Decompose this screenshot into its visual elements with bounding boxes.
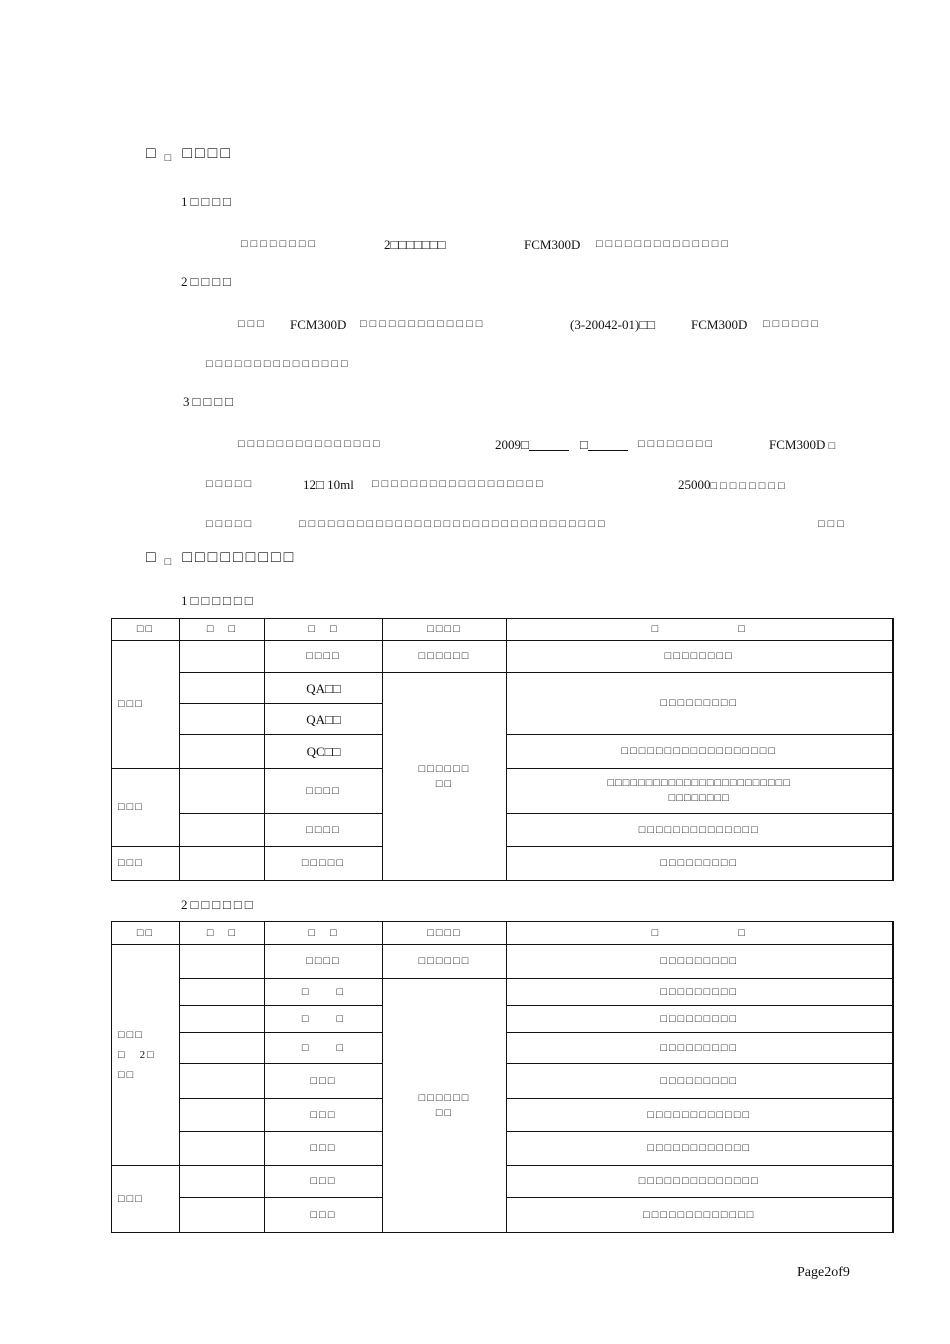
position-cell: QA□□ — [265, 673, 383, 704]
duty-cell: □□□□□□□□□ — [507, 1033, 893, 1064]
sub-3-line-2: □□□□□ 12□ 10ml □□□□□□□□□□□□□□□□□□ 25000□□□□□□□□ — [206, 477, 788, 492]
blank-field[interactable] — [529, 438, 569, 451]
position-cell: □□□ — [265, 1132, 383, 1166]
name-cell[interactable] — [180, 1099, 265, 1132]
section-2-heading — [146, 549, 296, 567]
duty-cell: □□□□□□□□□ — [507, 1006, 893, 1033]
name-cell[interactable] — [180, 1033, 265, 1064]
section-1-title: □□□□ — [182, 145, 233, 162]
group-cell: □□□ — [112, 847, 180, 881]
position-cell: □□□□□ — [265, 847, 383, 881]
header-cell: □□ — [112, 922, 180, 945]
header-cell: □ □ — [507, 619, 893, 641]
position-cell: □ □ — [265, 1033, 383, 1064]
header-cell: □□ — [112, 619, 180, 641]
sub-1-line: □□□□□□□□ 2□□□□□□□ FCM300D □□□□□□□□□□□□□□ — [241, 237, 732, 252]
section-2-title: □□□□□□□□□ — [182, 549, 297, 566]
header-cell: □ □ — [180, 922, 265, 945]
position-cell: □ □ — [265, 979, 383, 1006]
sub-2-line-1: □□□ FCM300D □□□□□□□□□□□□□ (3-20042-01)□□ FCM300D □□□□□□ — [238, 317, 821, 332]
name-cell[interactable] — [180, 1132, 265, 1166]
position-cell: □□□□ — [265, 769, 383, 814]
name-cell[interactable] — [180, 847, 265, 881]
duty-cell: □□□□□□□□□□□□ — [507, 1099, 893, 1132]
blank-field[interactable] — [588, 438, 628, 451]
position-cell: □□□ — [265, 1198, 383, 1233]
duty-cell: □□□□□□□□□□□□□ — [507, 1198, 893, 1233]
sub-2-heading: 2□□□□ — [181, 274, 234, 289]
position-cell: QC□□ — [265, 735, 383, 769]
group-cell: □□□ □ 2□ □□ — [112, 945, 180, 1166]
name-cell[interactable] — [180, 769, 265, 814]
duty-cell: □□□□□□□□□ — [507, 1064, 893, 1099]
duty-cell: □□□□□□□□□□□□□□□□□□ — [507, 735, 893, 769]
position-cell: □□□□ — [265, 945, 383, 979]
table-row — [112, 673, 893, 704]
method-cell: □□□□□□ — [383, 945, 507, 979]
sub-3-line-3: □□□□□ □□□□□□□□□□□□□□□□□□□□□□□□□□□□□□□□ □□□ — [206, 518, 847, 530]
name-cell[interactable] — [180, 641, 265, 673]
name-cell[interactable] — [180, 1198, 265, 1233]
name-cell[interactable] — [180, 945, 265, 979]
name-cell[interactable] — [180, 704, 265, 735]
group-cell: □□□ — [112, 1166, 180, 1233]
position-cell: □ □ — [265, 1006, 383, 1033]
duty-cell: □□□□□□□□ — [507, 641, 893, 673]
name-cell[interactable] — [180, 1166, 265, 1198]
table-1-label: 1□□□□□□ — [181, 593, 256, 608]
position-cell: □□□□ — [265, 641, 383, 673]
sub-2-line-2: □□□□□□□□□□□□□□□ — [206, 358, 351, 370]
section-2-mark: □ — [164, 556, 175, 568]
header-cell: □ □ — [180, 619, 265, 641]
name-cell[interactable] — [180, 673, 265, 704]
table-2-label: 2□□□□□□ — [181, 897, 256, 912]
method-cell: □□□□□□ □□ — [383, 979, 507, 1233]
section-1-heading — [146, 145, 233, 163]
duty-cell: □□□□□□□□□ — [507, 847, 893, 881]
sub-3-heading: 3□□□□ — [183, 394, 236, 409]
duty-cell: □□□□□□□□□ — [507, 673, 893, 735]
duty-cell: □□□□□□□□□□□□□□□□□□□□□□□□ □□□□□□□□ — [507, 769, 893, 814]
position-cell: QA□□ — [265, 704, 383, 735]
duty-cell: □□□□□□□□□ — [507, 945, 893, 979]
header-cell: □ □ — [507, 922, 893, 945]
header-cell: □ □ — [265, 922, 383, 945]
duty-cell: □□□□□□□□□ — [507, 979, 893, 1006]
duty-cell: □□□□□□□□□□□□□□ — [507, 1166, 893, 1198]
position-cell: □□□ — [265, 1166, 383, 1198]
name-cell[interactable] — [180, 979, 265, 1006]
position-cell: □□□ — [265, 1064, 383, 1099]
table-header-row — [112, 619, 893, 641]
duty-cell: □□□□□□□□□□□□□□ — [507, 814, 893, 847]
name-cell[interactable] — [180, 814, 265, 847]
group-cell: □□□ — [112, 769, 180, 847]
table-row — [112, 945, 893, 979]
header-cell: □ □ — [265, 619, 383, 641]
sub-3-line-1: □□□□□□□□□□□□□□□ 2009□ □ □□□□□□□□ FCM300D □ — [238, 437, 836, 452]
table-2 — [111, 921, 894, 1233]
table-1 — [111, 618, 894, 881]
position-cell: □□□□ — [265, 814, 383, 847]
header-cell: □□□□ — [383, 619, 507, 641]
group-cell: □□□ — [112, 641, 180, 769]
method-cell: □□□□□□ □□ — [383, 673, 507, 881]
sub-1-heading: 1□□□□ — [181, 194, 234, 209]
name-cell[interactable] — [180, 1064, 265, 1099]
name-cell[interactable] — [180, 735, 265, 769]
section-2-number: □ — [146, 549, 159, 566]
section-1-mark: □ — [164, 152, 175, 164]
duty-cell: □□□□□□□□□□□□ — [507, 1132, 893, 1166]
name-cell[interactable] — [180, 1006, 265, 1033]
table-row — [112, 979, 893, 1006]
method-cell: □□□□□□ — [383, 641, 507, 673]
position-cell: □□□ — [265, 1099, 383, 1132]
table-header-row — [112, 922, 893, 945]
section-1-number: □ — [146, 145, 159, 162]
header-cell: □□□□ — [383, 922, 507, 945]
table-row — [112, 641, 893, 673]
page-number: Page2of9 — [797, 1265, 850, 1280]
